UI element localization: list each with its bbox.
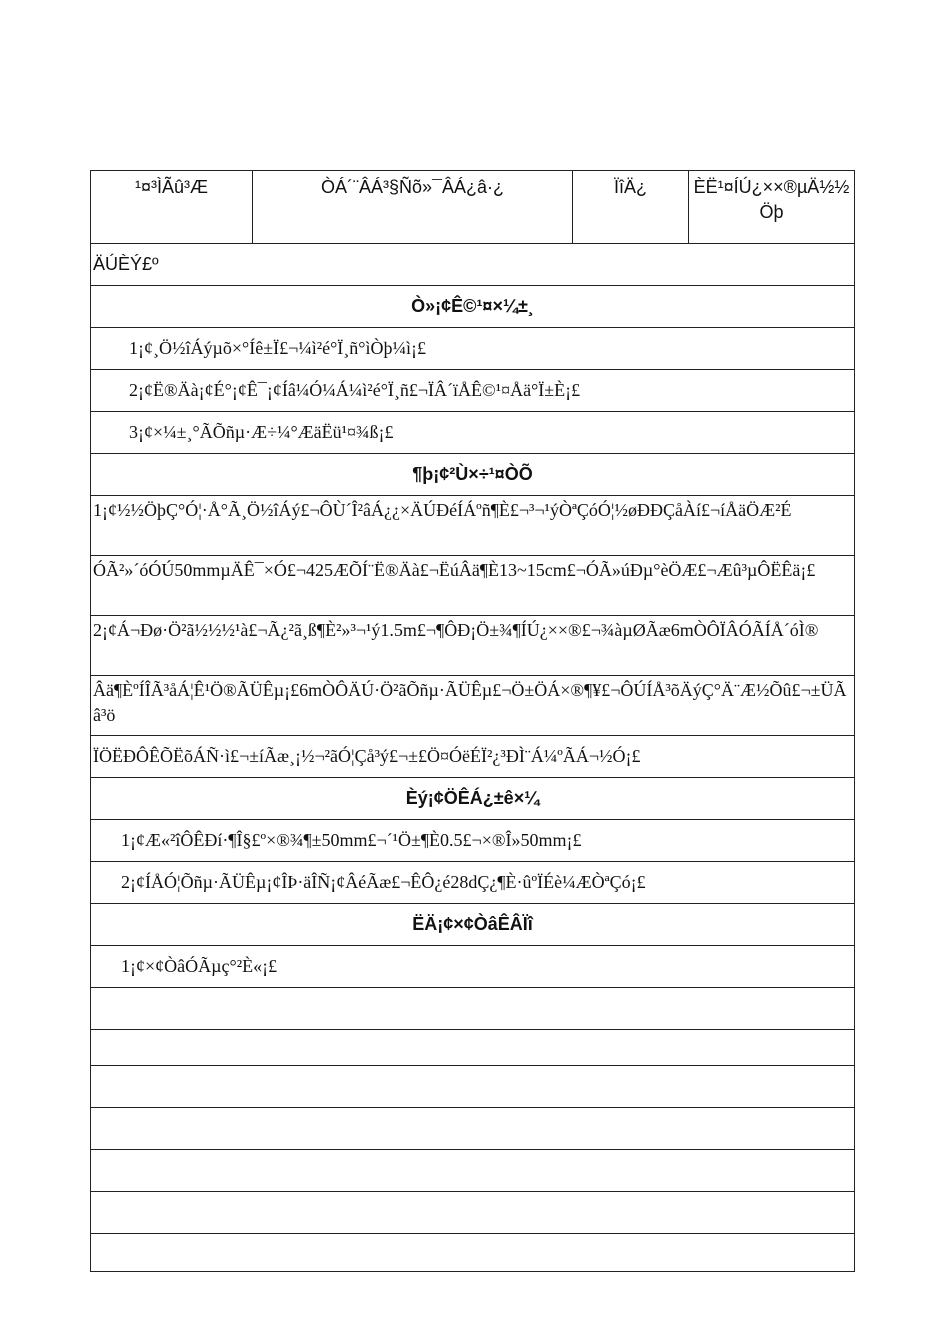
blank-row xyxy=(91,1150,855,1192)
item-label: ÏîÄ¿ xyxy=(573,171,689,244)
section-title-1: Ò»¡¢Ê©¹¤×¼±¸ xyxy=(91,286,855,328)
blank-row xyxy=(91,1234,855,1272)
quality-item-1: 1¡¢Æ«²îÔÊÐí·¶Î§£º×®¾¶±50mm£¬´¹Ö±¶È0.5£¬×®Î»50mm¡£ xyxy=(91,820,855,862)
header-row xyxy=(91,171,855,244)
blank-row xyxy=(91,1108,855,1150)
project-name-label: ¹¤³ÌÃû³Æ xyxy=(91,171,253,244)
blank-row xyxy=(91,1030,855,1066)
blank-row xyxy=(91,988,855,1030)
item-value: ÈË¹¤ÍÚ¿××®µÄ½½Öþ xyxy=(689,171,855,244)
procedure-table xyxy=(90,170,855,1272)
section-title-2: ¶þ¡¢²Ù×÷¹¤ÒÕ xyxy=(91,454,855,496)
quality-item-2: 2¡¢ÍÅÓ¦Õñµ·ÃÜÊµ¡¢ÎÞ·äÎÑ¡¢ÂéÃæ£¬ÊÔ¿é28dÇ¿¶È·ûºÏÉè¼ÆÒªÇó¡£ xyxy=(91,862,855,904)
project-name-value: ÒÁ´¨ÂÁ³§Ñõ»¯ÂÁ¿â·¿ xyxy=(253,171,573,244)
content-label: ÄÚÈÝ£º xyxy=(91,244,855,286)
blank-row xyxy=(91,1192,855,1234)
process-item-2-cont: Âä¶ÈºÍÎÃ³åÁ¦Ê¹Ö®ÃÜÊµ¡£6mÒÔÄÚ·Ö²ãÕñµ·ÃÜÊµ£¬Ö±ÖÁ×®¶¥£¬ÔÚÍÅ³õÄýÇ°Ä¨Æ½Õû£¬±ÜÃâ³ö xyxy=(91,676,855,736)
process-item-2: 2¡¢Á¬Ðø·Ö²ã½½½¹à£¬Ã¿²ã¸ß¶È²»³¬¹ý1.5m£¬¶ÔÐ¡Ö±¾¶ÍÚ¿××®£¬¾àµØÃæ6mÒÔÏÂÓÃÍÅ´óÌ® xyxy=(91,616,855,676)
section-title-4: ËÄ¡¢×¢ÒâÊÂÏî xyxy=(91,904,855,946)
section-title-3: Èý¡¢ÖÊÁ¿±ê×¼ xyxy=(91,778,855,820)
notice-item-1: 1¡¢×¢ÒâÓÃµç°²È«¡£ xyxy=(91,946,855,988)
prep-item-1: 1¡¢¸Ö½îÁýµõ×°Íê±Ï£¬¼ì²é°Ï¸ñ°ìÒþ¼ì¡£ xyxy=(91,328,855,370)
prep-item-2: 2¡¢Ë®Äà¡¢É°¡¢Ê¯¡¢Íâ¼Ó¼Á¼ì²é°Ï¸ñ£¬ÏÂ´ïÅÊ©¹¤Åä°Ï±È¡£ xyxy=(91,370,855,412)
process-item-1: 1¡¢½½ÖþÇ°Ó¦·Å°Ã¸Ö½îÁý£¬ÔÙ´Î²âÁ¿¿×ÄÚÐéÍÁºñ¶È£¬³¬¹ýÒªÇóÓ¦½øÐÐÇåÀí£¬íÅäÖÆ²É xyxy=(91,496,855,556)
content-row xyxy=(91,244,855,286)
blank-row xyxy=(91,1066,855,1108)
process-item-2-end: ÏÖËÐÔÊÕËõÁÑ·ì£¬±íÃæ¸¡½¬²ãÓ¦Çå³ý£¬±£Ö¤ÓëÉÏ²¿³ÐÌ¨Á¼ºÃÁ¬½Ó¡£ xyxy=(91,736,855,778)
process-item-1-cont: ÓÃ²»´óÓÚ50mmµÄÊ¯×Ó£¬425ÆÕÍ¨Ë®Äà£¬ËúÂä¶È13~15cm£¬ÓÃ»úÐµ°èÖÆ£¬Æû³µÔËÊä¡£ xyxy=(91,556,855,616)
prep-item-3: 3¡¢×¼±¸°ÃÕñµ·Æ÷¼°ÆäËü¹¤¾ß¡£ xyxy=(91,412,855,454)
